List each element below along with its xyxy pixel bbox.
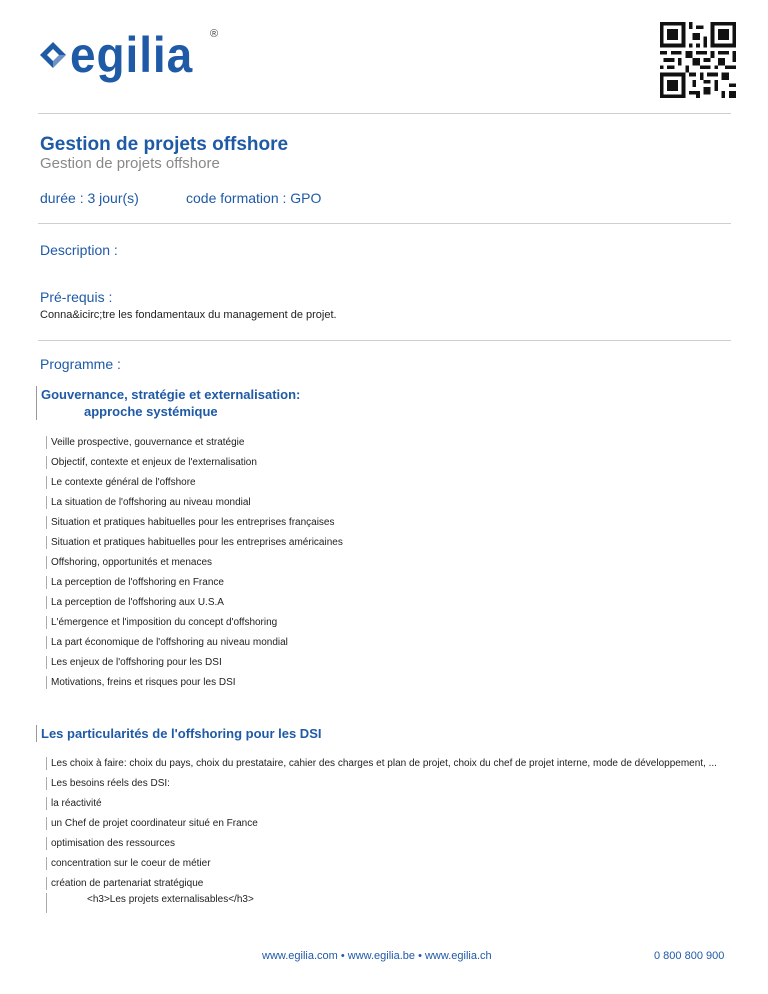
list-item: Situation et pratiques habituelles pour les entreprises françaises bbox=[46, 512, 343, 532]
list-item: Les besoins réels des DSI: bbox=[46, 773, 717, 793]
list-item: Veille prospective, gouvernance et stratégie bbox=[46, 432, 343, 452]
list-item: La situation de l'offshoring au niveau mondial bbox=[46, 492, 343, 512]
module-title-line2: approche systémique bbox=[84, 404, 218, 419]
raw-html-text: <h3>Les projets externalisables</h3> bbox=[46, 893, 254, 913]
list-item: concentration sur le coeur de métier bbox=[46, 853, 717, 873]
list-item: Les choix à faire: choix du pays, choix du prestataire, cahier des charges et plan de projet, choix du chef de projet interne, mode de développement, ... bbox=[46, 753, 717, 773]
egilia-logo bbox=[38, 27, 219, 83]
module-title-line1: Les particularités de l'offshoring pour les DSI bbox=[41, 726, 322, 741]
course-duration: durée : 3 jour(s) bbox=[40, 190, 139, 206]
module-items-list bbox=[46, 432, 343, 692]
program-heading: Programme : bbox=[40, 356, 121, 372]
course-subtitle: Gestion de projets offshore bbox=[40, 155, 220, 172]
list-item: La part économique de l'offshoring au niveau mondial bbox=[46, 632, 343, 652]
course-title: Gestion de projets offshore bbox=[40, 134, 289, 155]
list-item: Situation et pratiques habituelles pour les entreprises américaines bbox=[46, 532, 343, 552]
registered-mark: ® bbox=[210, 28, 219, 40]
prerequisites-heading: Pré-requis : bbox=[40, 289, 113, 305]
footer-phone-number[interactable]: 0 800 800 900 bbox=[654, 950, 725, 962]
list-item: création de partenariat stratégique bbox=[46, 873, 717, 893]
egilia-logo-mark-icon bbox=[38, 40, 68, 70]
description-heading: Description : bbox=[40, 242, 118, 258]
list-item: L'émergence et l'imposition du concept d'offshoring bbox=[46, 612, 343, 632]
list-item: Le contexte général de l'offshore bbox=[46, 472, 343, 492]
logo-wordmark: egilia bbox=[70, 27, 194, 83]
list-item: optimisation des ressources bbox=[46, 833, 717, 853]
list-item: Objectif, contexte et enjeux de l'externalisation bbox=[46, 452, 343, 472]
list-item: la réactivité bbox=[46, 793, 717, 813]
module-items-list bbox=[46, 753, 717, 893]
list-item: Motivations, freins et risques pour les DSI bbox=[46, 672, 343, 692]
module-title bbox=[36, 386, 300, 420]
divider-program bbox=[38, 340, 731, 341]
list-item: La perception de l'offshoring en France bbox=[46, 572, 343, 592]
qr-code-icon bbox=[660, 22, 736, 98]
footer-website-links[interactable]: www.egilia.com • www.egilia.be • www.egilia.ch bbox=[262, 950, 492, 962]
course-code: code formation : GPO bbox=[186, 190, 322, 206]
prerequisites-text: Conna&icirc;tre les fondamentaux du management de projet. bbox=[40, 309, 337, 321]
divider-description bbox=[38, 223, 731, 224]
header-divider bbox=[38, 113, 731, 114]
list-item: un Chef de projet coordinateur situé en France bbox=[46, 813, 717, 833]
list-item: Les enjeux de l'offshoring pour les DSI bbox=[46, 652, 343, 672]
list-item: La perception de l'offshoring aux U.S.A bbox=[46, 592, 343, 612]
list-item: Offshoring, opportunités et menaces bbox=[46, 552, 343, 572]
module-title-line1: Gouvernance, stratégie et externalisation: bbox=[41, 387, 301, 402]
module-title bbox=[36, 725, 321, 742]
